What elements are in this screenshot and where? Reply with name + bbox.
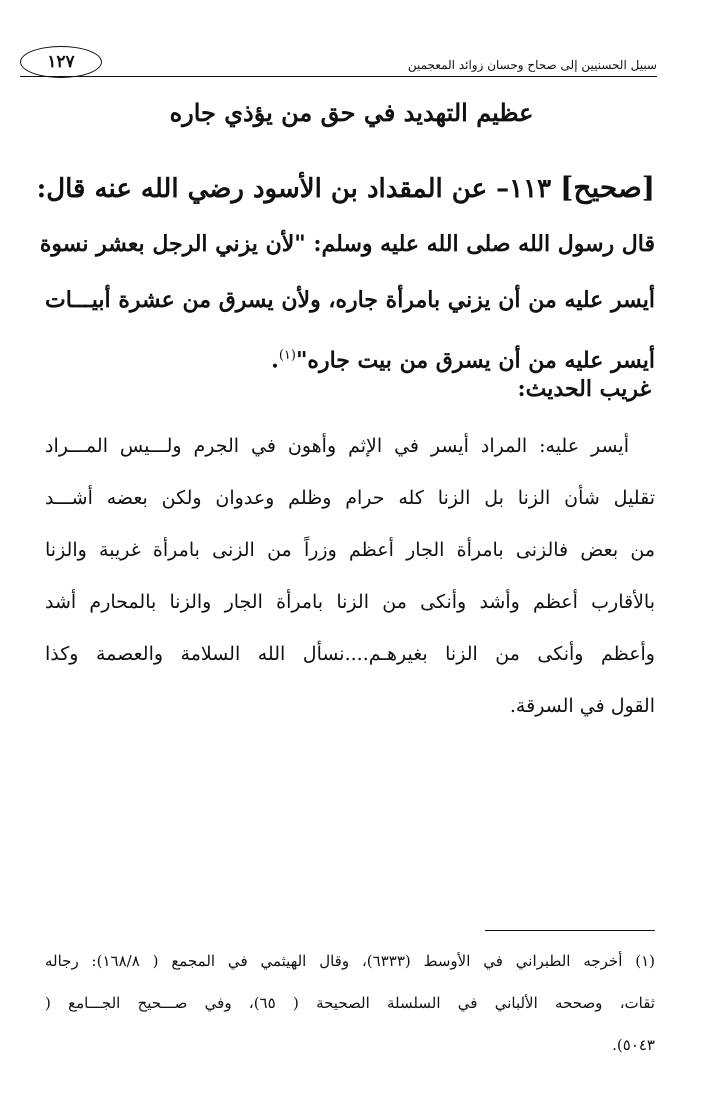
- hadith-line-text: أيسر عليه من أن يسرق من بيت جاره": [295, 347, 655, 374]
- footnote-line: ثقات، وصححه الألباني في السلسلة الصحيحة ( ٦٥)، وفي صـــحيح الجـــامع (: [45, 994, 655, 1012]
- body-line: أيسر عليه: المراد أيسر في الإثم وأهون في الجرم ولـــيس المـــراد: [45, 435, 629, 457]
- explanation-text: [45, 420, 655, 732]
- hadith-line: أيسر عليه من أن يزني بامرأة جاره، ولأن يسرق من عشرة أبيـــات: [45, 287, 655, 313]
- body-line: القول في السرقة.: [509, 695, 655, 717]
- page-header: [20, 44, 657, 84]
- footnote-ref[interactable]: (١): [278, 348, 296, 363]
- body-line: وأعظم وأنكى من الزنا بغيرهـم....نسأل الله السلامة والعصمة وكذا: [45, 643, 655, 665]
- footnote-line: ٥٠٤٣).: [612, 1036, 655, 1054]
- body-line: تقليل شأن الزنا بل الزنا كله حرام وظلم وعدوان ولكن بعضه أشـــد: [45, 487, 655, 509]
- page-number: ١٢٧: [20, 46, 102, 78]
- hadith-text: [36, 160, 655, 384]
- running-title: سبيل الحسنيين إلى صحاح وحسان زوائد المعجمين: [407, 58, 657, 72]
- hadith-line: [36, 160, 655, 216]
- body-line: بالأقارب أعظم وأشد وأنكى من الزنا بامرأة الجار والزنا بالمحارم أشد: [45, 591, 655, 613]
- chapter-title: عظيم التهديد في حق من يؤذي جاره: [169, 98, 534, 127]
- section-heading: غريب الحديث:: [517, 376, 651, 402]
- footnotes: [45, 940, 655, 1066]
- hadith-grade: [صحيح]: [560, 171, 655, 204]
- hadith-line-end: .: [271, 347, 279, 374]
- footnote-line: (١) أخرجه الطبراني في الأوسط (٦٣٣٣)، وقال الهيثمي في المجمع ( ١٦٨/٨): رجاله: [45, 952, 655, 970]
- body-line: من بعض فالزنى بامرأة الجار أعظم وزراً من الزنى بامرأة غريبة والزنا: [45, 539, 655, 561]
- hadith-line-text: ١١٣– عن المقداد بن الأسود رضي الله عنه قال:: [36, 174, 561, 204]
- hadith-line: قال رسول الله صلى الله عليه وسلم: "لأن يزني الرجل بعشر نسوة: [39, 231, 655, 257]
- footnote-divider: [485, 930, 655, 931]
- header-rule: [20, 76, 657, 77]
